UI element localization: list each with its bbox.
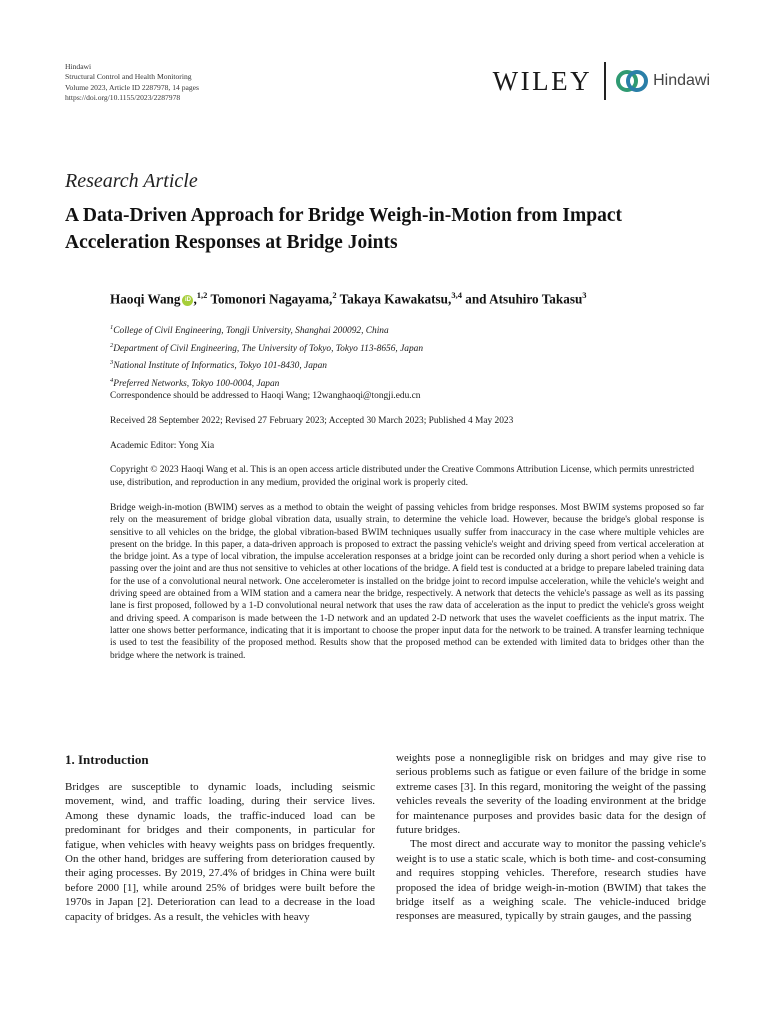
affiliation-sup: 2 xyxy=(110,341,114,349)
intro-left-column xyxy=(65,752,375,924)
section-heading: 1. Introduction xyxy=(65,752,149,767)
author-name[interactable]: Takaya Kawakatsu, xyxy=(339,291,452,307)
body-paragraph: The most direct and accurate way to monitor the passing vehicle's weight is to use a static scale, which is both time- and cost-consuming and requires stopping vehicles. Therefore, research studies have proposed the idea of bridge weigh-in-motion (BWIM) that takes the bridge itself as a weighing scale. The vehicle-induced bridge responses are measured, typically by strain gauges, and the passing xyxy=(396,838,706,923)
logo-divider xyxy=(604,62,606,100)
academic-editor: Academic Editor: Yong Xia xyxy=(110,441,215,451)
author-affiliation-sup: 3,4 xyxy=(451,290,462,300)
intro-right-column xyxy=(396,751,706,924)
hindawi-rings-icon xyxy=(615,68,649,94)
wiley-logo: WILEY xyxy=(492,65,593,96)
affiliation xyxy=(110,339,423,357)
author-list: Haoqi Wang iD ,$^{1,2}$ Tomonori Nagayama,$^2$ Takaya Kawakatsu,$^{3,4}$ and Atsuhiro Takasu$^3$ xyxy=(110,290,587,307)
doi-link[interactable]: https://doi.org/10.1155/2023/2287978 xyxy=(65,93,181,103)
affiliation-text: National Institute of Informatics, Tokyo 101-8430, Japan xyxy=(113,361,327,372)
hindawi-wordmark: Hindawi xyxy=(653,72,710,89)
author-affiliation-sup: 2 xyxy=(332,290,337,300)
affiliation-sup: 3 xyxy=(110,359,114,367)
affiliation-list xyxy=(110,321,423,392)
body-paragraph: Bridges are susceptible to dynamic loads, including seismic movement, wind, and traffic loading, during their service lives. Among these dynamic loads, the traffic-induced load can be predominant for bridges and their components, in particular for fatigue, when vehicles with heavy weights pass on bridges frequently. On the other hand, bridges are suffering from deterioration caused by their aging processes. By 2019, 27.4% of bridges in China were built before 2000 [1], while around 25% of bridges were built before the 1970s in Japan [2]. Deterioration can lead to a decrease in the load capacity of bridges. As a result, the vehicles with heavy xyxy=(65,781,375,923)
paper-title: A Data-Driven Approach for Bridge Weigh-in-Motion from Impact Acceleration Responses at Bridge Joints xyxy=(65,205,622,253)
publisher-name: Hindawi xyxy=(65,62,92,71)
hindawi-logo xyxy=(615,68,710,94)
publication-dates: Received 28 September 2022; Revised 27 February 2023; Accepted 30 March 2023; Published 4 May 2023 xyxy=(110,416,514,426)
affiliation-text: College of Civil Engineering, Tongji University, Shanghai 200092, China xyxy=(113,326,389,337)
affiliation-sup: 4 xyxy=(110,377,114,385)
copyright-notice: Copyright © 2023 Haoqi Wang et al. This is an open access article distributed under the Creative Commons Attribution License, which permits unrestricted use, distribution, and reproduction in any medium, provided the original work is properly cited. xyxy=(110,465,695,488)
journal-name: Structural Control and Health Monitoring xyxy=(65,72,192,82)
affiliation xyxy=(110,321,423,339)
author-name[interactable]: and Atsuhiro Takasu xyxy=(465,291,583,307)
orcid-icon[interactable]: iD xyxy=(182,295,193,306)
affiliation-text: Department of Civil Engineering, The University of Tokyo, Tokyo 113-8656, Japan xyxy=(113,343,424,354)
abstract: Bridge weigh-in-motion (BWIM) serves as a method to obtain the weight of passing vehicles from bridge responses. Most BWIM systems proposed so far rely on the measurement of bridge global vibration data, usually strain, to determine the vehicle load. However, because the bridge's global response is sensitive to all vehicles on the bridge, the global vibration-based BWIM techniques usually suffer from inaccuracy in the case where multiple vehicles are present on the bridge. In this paper, a data-driven approach is proposed to extract the passing vehicle's weight and driving speed from vertical acceleration at the bridge joint. As a type of local vibration, the impulse acceleration responses at a bridge joint can be recorded only during a short period when a vehicle is passing over the joint and are thus not sensitive to vehicles at other locations of the bridge. A field test is conducted at a bridge to prepare labeled training data for the use of a convolutional neural network. One accelerometer is installed on the bridge joint to record impulse acceleration, while the vehicle's weight and driving speed are obtained from a WIM station and a camera near the bridge, respectively. A network that detects the vehicle's passage as well as its passing lane is first proposed, followed by a 1-D convolutional neural network that uses the raw data of acceleration as the input to predict the vehicle's gross weight and driving speed. A comparison is made between the 1-D network and an updated 2-D network that uses the wavelet coefficients as the input matrix. The latter one shows better performance, indicating that it is important to choose the proper input data for the network to be trained. A transfer learning technique is used to test the feasibility of the proposed method. Results show that the proposed method can be extended with limited data to bridges other than the bridge where the network is trained. xyxy=(110,503,704,661)
affiliation xyxy=(110,356,423,374)
affiliation xyxy=(110,374,423,392)
author-affiliation-sup: 1,2 xyxy=(196,290,208,300)
author-affiliation-sup: 3 xyxy=(582,290,587,300)
author-name[interactable]: Haoqi Wang xyxy=(110,291,181,307)
affiliation-text: Preferred Networks, Tokyo 100-0004, Japan xyxy=(113,379,280,390)
correspondence[interactable]: Correspondence should be addressed to Haoqi Wang; 12wanghaoqi@tongji.edu.cn xyxy=(110,391,421,401)
author-name[interactable]: Tomonori Nagayama, xyxy=(210,291,333,307)
journal-header xyxy=(65,62,199,104)
article-type: Research Article xyxy=(65,170,198,192)
volume-info: Volume 2023, Article ID 2287978, 14 pages xyxy=(65,82,199,92)
body-paragraph: weights pose a nonnegligible risk on bridges and may give rise to serious problems such as fatigue or even failure of the bridge in some extreme cases [3]. In this regard, monitoring the weight of the passing vehicles reveals the severity of the loading environment at the bridge for maintenance purposes and provides basic data for the design of future bridges. xyxy=(396,752,706,837)
affiliation-sup: 1 xyxy=(110,324,114,331)
publisher-logos xyxy=(493,62,710,100)
